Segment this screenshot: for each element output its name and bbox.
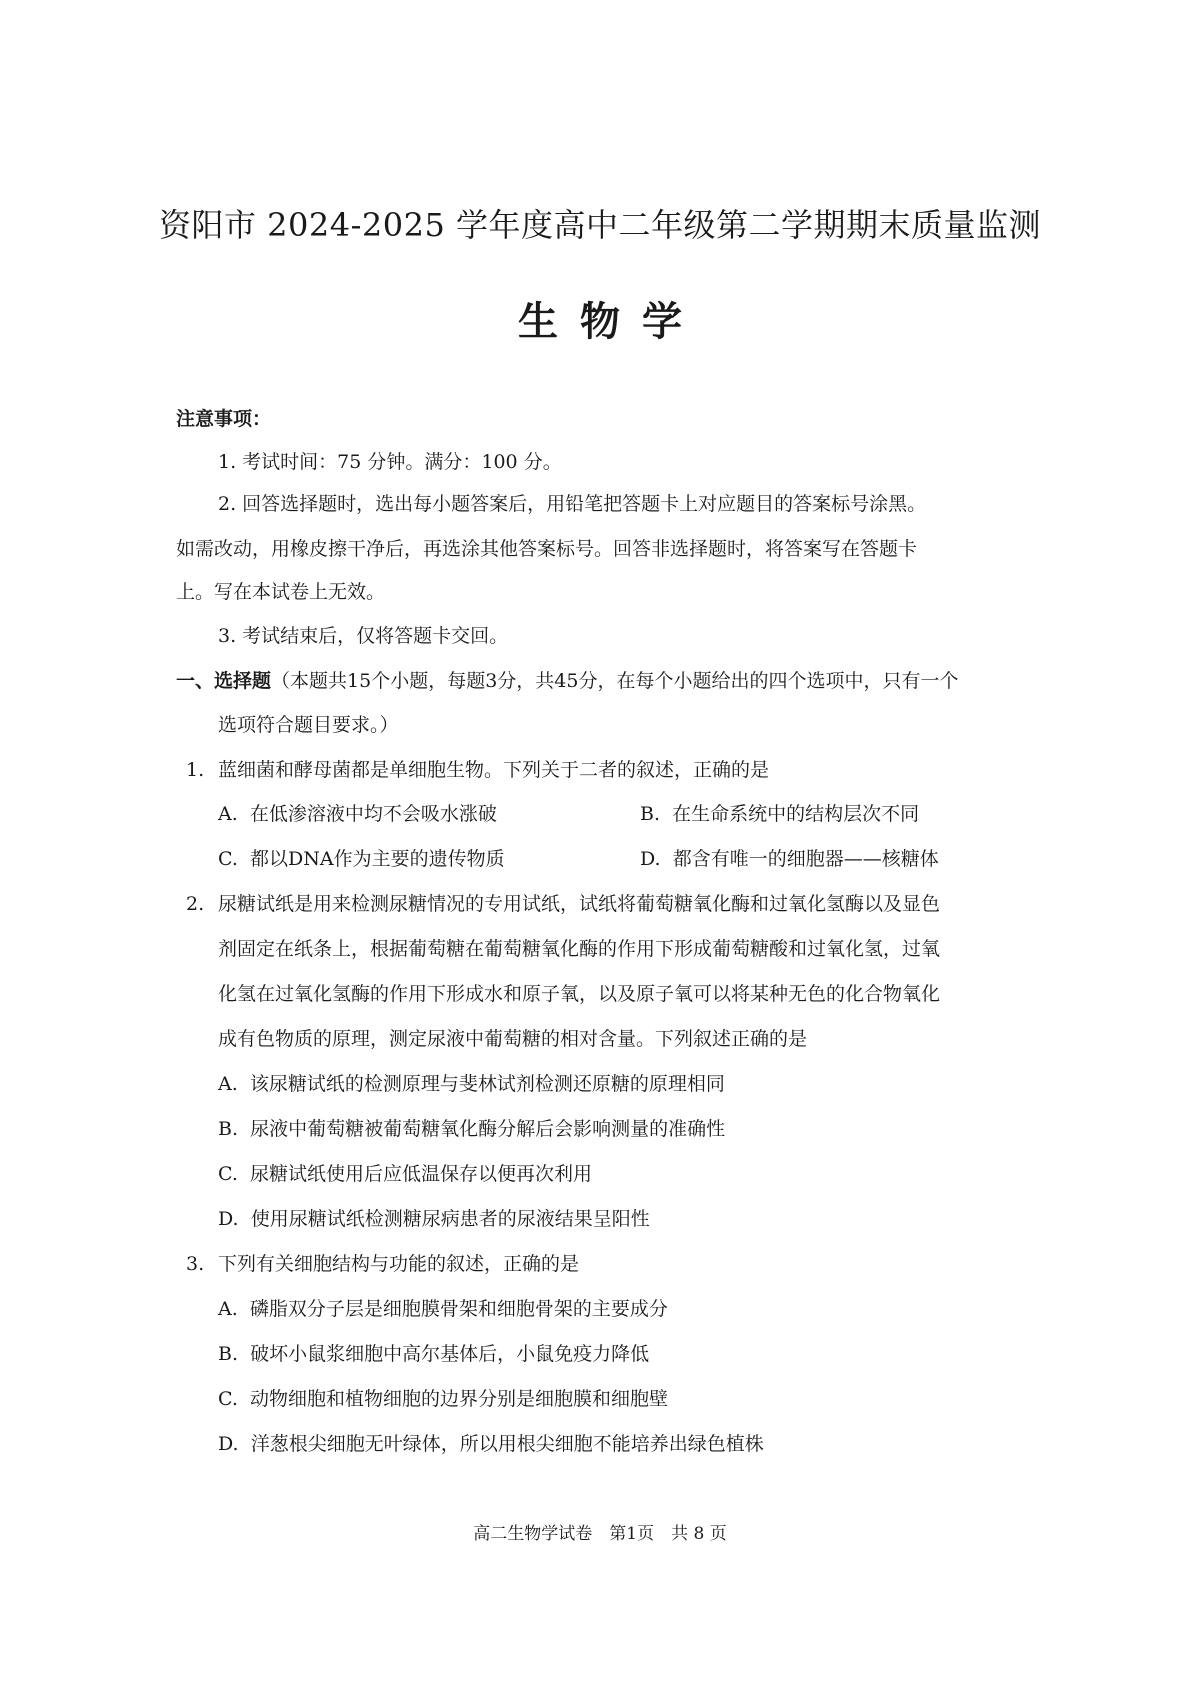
notice-item-1: 1. 考试时间：75 分钟。满分：100 分。 <box>218 451 562 473</box>
notice-item-2-cont: 如需改动，用橡皮擦干净后，再选涂其他答案标号。回答非选择题时，将答案写在答题卡 <box>176 538 918 560</box>
option-d: D. 使用尿糖试纸检测糖尿病患者的尿液结果呈阳性 <box>218 1208 650 1230</box>
option-a: A. 磷脂双分子层是细胞膜骨架和细胞骨架的主要成分 <box>218 1298 668 1320</box>
exam-title: 资阳市 2024-2025 学年度高中二年级第二学期期末质量监测 <box>158 206 1042 244</box>
notice-heading: 注意事项： <box>176 408 272 430</box>
option-b: B. 尿液中葡萄糖被葡萄糖氧化酶分解后会影响测量的准确性 <box>218 1118 726 1140</box>
notice-item-3: 3. 考试结束后，仅将答题卡交回。 <box>218 625 509 647</box>
option-b: B. 破坏小鼠浆细胞中高尔基体后，小鼠免疫力降低 <box>218 1343 650 1365</box>
option-d: D. 都含有唯一的细胞器——核糖体 <box>640 848 939 870</box>
question-number: 2. <box>186 893 205 915</box>
option-c: C. 尿糖试纸使用后应低温保存以便再次利用 <box>218 1163 593 1185</box>
question-stem-cont: 化氢在过氧化氢酶的作用下形成水和原子氧，以及原子氧可以将某种无色的化合物氧化 <box>218 983 941 1005</box>
question-number: 1. <box>186 759 205 781</box>
option-a: A. 在低渗溶液中均不会吸水涨破 <box>218 803 497 825</box>
option-d: D. 洋葱根尖细胞无叶绿体，所以用根尖细胞不能培养出绿色植株 <box>218 1433 764 1455</box>
section-desc-cont: 选项符合题目要求。） <box>218 714 399 736</box>
option-a: A. 该尿糖试纸的检测原理与斐林试剂检测还原糖的原理相同 <box>218 1073 725 1095</box>
question-stem-cont: 成有色物质的原理，测定尿液中葡萄糖的相对含量。下列叙述正确的是 <box>218 1028 808 1050</box>
question-number: 3. <box>186 1253 205 1275</box>
notice-item-2-cont2: 上。写在本试卷上无效。 <box>176 581 386 603</box>
option-c: C. 动物细胞和植物细胞的边界分别是细胞膜和细胞壁 <box>218 1388 669 1410</box>
section-heading: 一、选择题（本题共15个小题，每题3分，共45分，在每个小题给出的四个选项中，只有一个 <box>176 670 959 692</box>
question-stem: 蓝细菌和酵母菌都是单细胞生物。下列关于二者的叙述，正确的是 <box>218 759 770 781</box>
option-b: B. 在生命系统中的结构层次不同 <box>640 803 920 825</box>
page-footer: 高二生物学试卷 第1页 共 8 页 <box>473 1524 727 1544</box>
question-stem-cont: 剂固定在纸条上，根据葡萄糖在葡萄糖氧化酶的作用下形成葡萄糖酸和过氧化氢，过氧 <box>218 938 941 960</box>
question-stem: 下列有关细胞结构与功能的叙述，正确的是 <box>218 1253 580 1275</box>
question-stem: 尿糖试纸是用来检测尿糖情况的专用试纸，试纸将葡萄糖氧化酶和过氧化氢酶以及显色 <box>218 893 941 915</box>
subject-title: 生物学 <box>518 299 704 345</box>
option-c: C. 都以DNA作为主要的遗传物质 <box>218 848 505 870</box>
notice-item-2: 2. 回答选择题时，选出每小题答案后，用铅笔把答题卡上对应题目的答案标号涂黑。 <box>218 493 927 515</box>
